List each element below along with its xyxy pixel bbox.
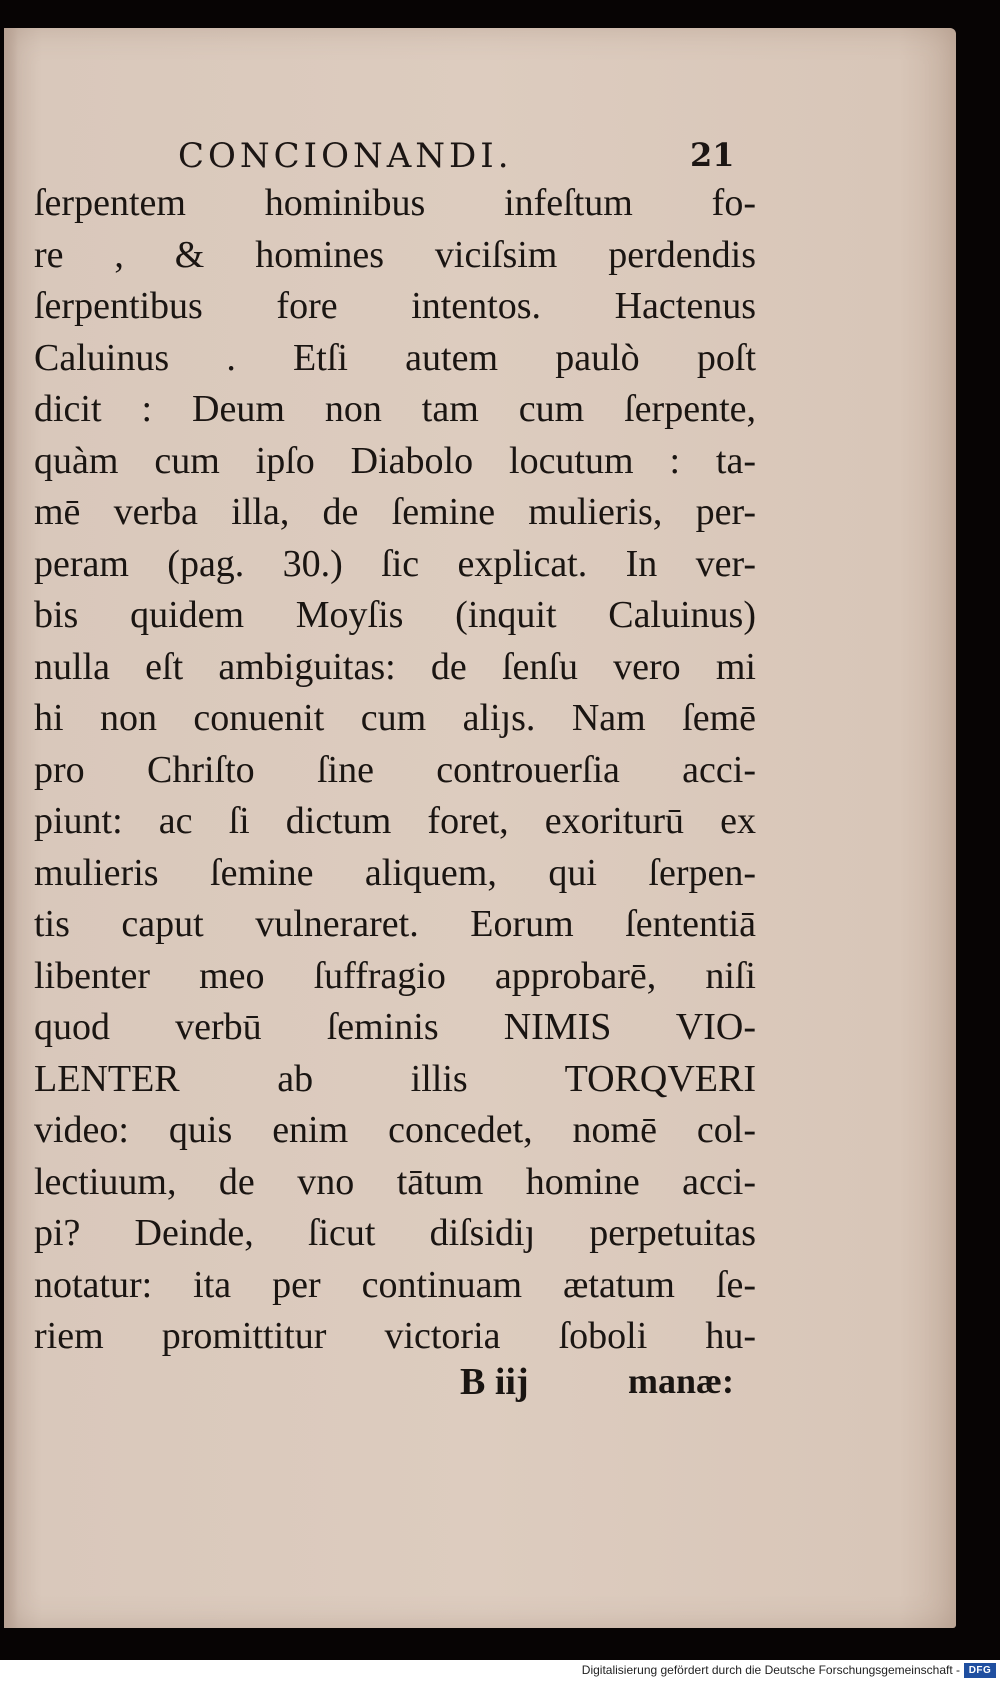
text-line: bis quidem Moyſis (inquit Caluinus) <box>34 594 756 636</box>
text-line: pi? Deinde, ſicut diſsidiȷ perpetuitas <box>34 1212 756 1254</box>
text-line: ſerpentibus fore intentos. Hactenus <box>34 285 756 327</box>
running-head: CONCIONANDI. <box>178 136 513 176</box>
page-number: 21 <box>690 136 735 174</box>
text-line: mulieris ſemine aliquem, qui ſerpen- <box>34 851 756 894</box>
signature-mark: B iij <box>460 1361 529 1403</box>
text-line: hi non conuenit cum aliȷs. Nam ſemē <box>34 697 756 739</box>
text-line: quàm cum ipſo Diabolo locutum : ta- <box>34 439 756 482</box>
text-line: LENTER ab illis TORQVERI <box>34 1057 756 1100</box>
page-footer <box>4 1358 956 1418</box>
text-line: re , & homines viciſsim perdendis <box>34 233 756 276</box>
text-line: notatur: ita per continuam ætatum ſe- <box>34 1263 756 1306</box>
text-line: libenter meo ſuffragio approbarē, niſi <box>34 954 756 997</box>
text-line: nulla eſt ambiguitas: de ſenſu vero mi <box>34 645 756 688</box>
text-line: tis caput vulneraret. Eorum ſententiā <box>34 903 756 945</box>
text-line: Caluinus . Etſi autem paulò poſt <box>34 336 756 379</box>
text-line: dicit : Deum non tam cum ſerpente, <box>34 388 756 430</box>
catchword: manæ: <box>628 1361 734 1401</box>
text-line: riem promittitur victoria ſoboli hu- <box>34 1315 756 1357</box>
text-line: ſerpentem hominibus infeſtum fo- <box>34 182 756 224</box>
text-line: mē verba illa, de ſemine mulieris, per- <box>34 491 756 533</box>
text-line: lectiuum, de vno tātum homine acci- <box>34 1160 756 1203</box>
text-line: piunt: ac ſi dictum foret, exoriturū ex <box>34 800 756 842</box>
text-line: peram (pag. 30.) ſic explicat. In ver- <box>34 542 756 585</box>
dfg-logo: DFG <box>964 1663 996 1678</box>
text-line: quod verbū ſeminis NIMIS VIO- <box>34 1006 756 1048</box>
book-page <box>4 28 956 1628</box>
credit-bar <box>0 1660 1000 1682</box>
body-text <box>34 178 756 1363</box>
page-header <box>4 106 956 176</box>
funding-credit: Digitalisierung gefördert durch die Deutsche Forschungsgemeinschaft - <box>581 1663 960 1677</box>
text-line: pro Chriſto ſine controuerſia acci- <box>34 748 756 791</box>
text-line: video: quis enim concedet, nomē col- <box>34 1109 756 1151</box>
